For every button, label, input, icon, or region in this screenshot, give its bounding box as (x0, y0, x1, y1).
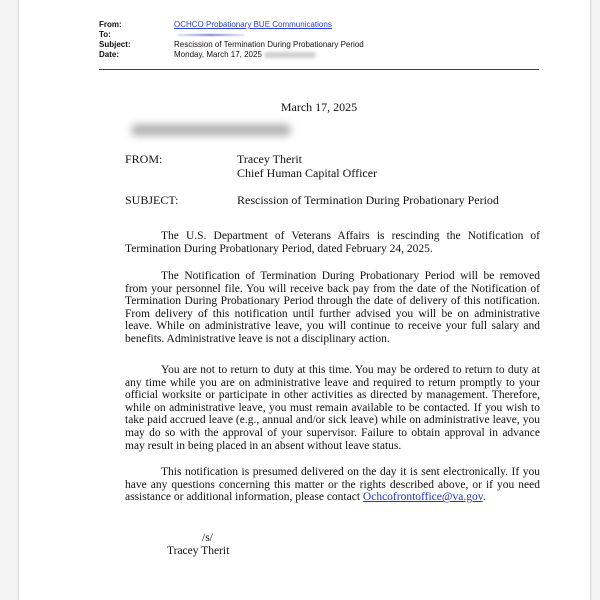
paragraph-1: The U.S. Department of Veterans Affairs is rescinding the Notification of Termination During Probationary Period, dated February 24, 2025. (125, 230, 540, 255)
email-date-row (99, 50, 469, 60)
email-subject-value: Rescission of Termination During Probationary Period (174, 40, 364, 49)
email-to-label: To: (99, 30, 111, 39)
email-from-sender[interactable]: OCHCO Probationary BUE Communications (174, 20, 332, 29)
email-from-label: From: (99, 20, 122, 29)
from-label: FROM: (125, 152, 163, 166)
letter-page (18, 0, 591, 600)
email-subject-label: Subject: (99, 40, 131, 49)
subject-value: Rescission of Termination During Probationary Period (237, 193, 499, 207)
email-to-row (99, 30, 469, 40)
redacted-time (264, 52, 316, 58)
contact-email-link[interactable]: Ochcofrontoffice@va.gov (362, 491, 483, 504)
paragraph-4 (125, 466, 540, 504)
letter-date: March 17, 2025 (280, 100, 358, 114)
email-header (99, 20, 469, 60)
signature-name: Tracey Therit (167, 545, 230, 557)
email-subject-row (99, 40, 469, 50)
paragraph-2: The Notification of Termination During Probationary Period will be removed from your personnel file. You will receive back pay from the date of the Notification of Termination During Probationary Period through the date of delivery of this notification. From delivery of this notification until further advised you will be on administrative leave. While on administrative leave, you will continue to receive your full salary and benefits. Administrative leave is not a disciplinary action. (125, 270, 540, 345)
email-date-label: Date: (99, 50, 120, 59)
from-title: Chief Human Capital Officer (237, 166, 378, 180)
from-name: Tracey Therit (237, 152, 302, 166)
header-divider (99, 69, 539, 70)
paragraph-4-end: . (482, 491, 486, 504)
email-from-row (99, 20, 469, 30)
paragraph-3: You are not to return to duty at this time. You may be ordered to return to duty at any time while you are on administrative leave and required to return promptly to your official worksite or participate in other activities as directed by management. Therefore, while on administrative leave, you must remain available to be contacted. If you wish to take paid accrued leave (e.g., annual and/or sick leave) while on administrative leave, you may do so with the approval of your supervisor. Failure to obtain approval in advance may result in being placed in an absent without leave status. (125, 364, 540, 452)
paragraph-4-text: This notification is presumed delivered on the day it is sent electronically. If you have any questions concerning this matter or the rights described above, or if you need assistance or additional information, please contact (125, 466, 540, 504)
redacted-recipient (177, 34, 245, 36)
redacted-recipient-block (131, 124, 291, 136)
email-date-value: Monday, March 17, 2025 (174, 50, 262, 59)
signature-mark: /s/ (202, 532, 213, 544)
subject-label: SUBJECT: (125, 193, 179, 207)
